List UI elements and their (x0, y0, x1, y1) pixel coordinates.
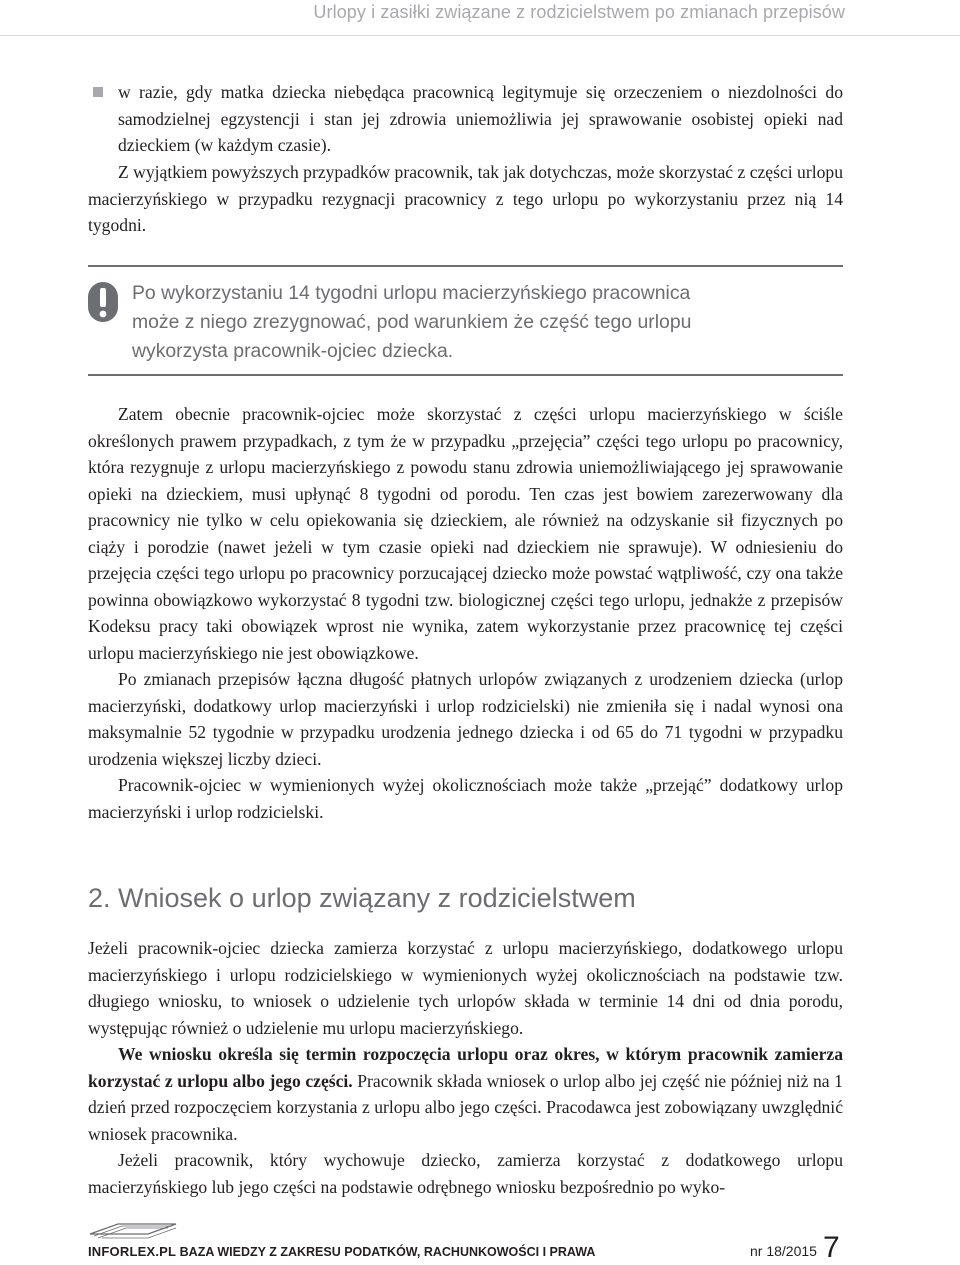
page-footer (88, 1220, 843, 1264)
intro-paragraph: Z wyjątkiem powyższych przypadków pracownik, tak jak dotychczas, może skorzystać z części urlopu macierzyńskiego w przypadku rezygnacji pracownicy z tego urlopu po wykorzystaniu przez nią 14 tygodni. (88, 162, 843, 235)
square-bullet-icon (93, 87, 103, 97)
notice-line: może z niego zrezygnować, pod warunkiem że część tego urlopu (132, 311, 692, 333)
paragraph: Jeżeli pracownik-ojciec dziecka zamierza korzystać z urlopu macierzyńskiego, dodatkowego urlopu macierzyńskiego i urlopu rodzicielskiego w wymienionych wyżej okolicznościach na podstawie tzw. długiego wniosku, to wniosek o udzielenie tych urlopów składa w terminie 14 dni od dnia porodu, występując również o udzielenie mu urlopu macierzyńskiego. (88, 938, 843, 1038)
footer-brand-line (88, 1244, 595, 1259)
paragraph-with-bold (88, 1041, 843, 1147)
running-header-title: Urlopy i zasiłki związane z rodzicielstwem po zmianach przepisów (313, 2, 845, 22)
section-heading: 2. Wniosek o urlop związany z rodzicielstwem (88, 883, 636, 913)
footer-brand: INFORLEX.PL (88, 1244, 177, 1259)
bold-lead-text: We wniosku określa się termin rozpoczęcia urlopu oraz okres, w którym pracownik zamierza korzystać z urlopu albo jego części. (88, 1044, 843, 1091)
paragraph: Pracownik-ojciec w wymienionych wyżej okolicznościach może także „przejąć” dodatkowy urlop macierzyński i urlop rodzicielski. (88, 775, 843, 822)
bullet-text: w razie, gdy matka dziecka niebędąca pracownicą legitymuje się orzeczeniem o niezdolności do samodzielnej egzystencji i stan jej zdrowia uniemożliwia jej sprawowanie osobistej opieki nad dzieckiem (w każdym czasie). (118, 82, 843, 155)
main-paragraphs (88, 401, 843, 825)
paragraph: Po zmianach przepisów łączna długość płatnych urlopów związanych z urodzeniem dziecka (urlop macierzyński, dodatkowy urlop macierzyński i urlop rodzicielski) nie zmieniła się i nadal wynosi ona maksymalnie 52 tygodnie w przypadku urodzenia jednego dziecka i od 65 do 71 tygodni w przypadku urodzenia większej liczby dzieci. (88, 669, 843, 769)
running-header (0, 0, 960, 36)
intro-paragraph-block (88, 159, 843, 239)
page-number: 7 (823, 1231, 840, 1264)
exclamation-icon (88, 282, 118, 322)
notice-callout (132, 279, 812, 366)
header-rule (0, 35, 960, 36)
bullet-list-item (88, 79, 843, 159)
paragraph-rest: Pracownik składa wniosek o urlop albo jej część nie później niż na 1 dzień przed rozpoczęciem korzystania z urlopu albo jego części. Pracodawca jest zobowiązany uwzględnić wniosek pracownika. (88, 1070, 843, 1144)
issue-number: nr 18/2015 (750, 1243, 817, 1259)
notice-line: Po wykorzystaniu 14 tygodni urlopu macierzyńskiego pracownica (132, 282, 691, 304)
notice-top-rule (88, 265, 843, 267)
paragraph: Jeżeli pracownik, który wychowuje dziecko, zamierza korzystać z dodatkowego urlopu macierzyńskiego lub jego części na podstawie odrębnego wniosku bezpośrednio po wyko- (88, 1150, 843, 1197)
notice-line: wykorzysta pracownik-ojciec dziecka. (132, 340, 454, 362)
inforlex-logo-icon (88, 1220, 178, 1240)
notice-bottom-rule (88, 374, 843, 376)
paragraph: Zatem obecnie pracownik-ojciec może skorzystać z części urlopu macierzyńskiego w ściśle określonych prawem przypadkach, z tym że w przypadku „przejęcia” części tego urlopu po pracownicy, która rezygnuje z urlopu macierzyńskiego z powodu stanu zdrowia uniemożliwiającego jej sprawowanie opieki na dzieckiem, musi upłynąć 8 tygodni od porodu. Ten czas jest bowiem zarezerwowany dla pracownicy nie tylko w celu opiekowania się dzieckiem, ale również na odzyskanie sił fizycznych po ciąży i porodzie (nawet jeżeli w tym czasie opieki nad dzieckiem nie sprawuje). W odniesieniu do przejęcia części tego urlopu po pracownicy porzucającej dziecko może powstać wątpliwość, czy ona także powinna obowiązkowo wykorzystać 8 tygodni tzw. biologicznej części tego urlopu, jednakże z przepisów Kodeksu pracy taki obowiązek wprost nie wynika, zatem wykorzystanie przez pracownicę tej części urlopu macierzyńskiego nie jest obowiązkowe. (88, 404, 843, 663)
footer-tagline: BAZA WIEDZY Z ZAKRESU PODATKÓW, RACHUNKOWOŚCI I PRAWA (179, 1245, 596, 1259)
section-paragraphs (88, 935, 843, 1200)
